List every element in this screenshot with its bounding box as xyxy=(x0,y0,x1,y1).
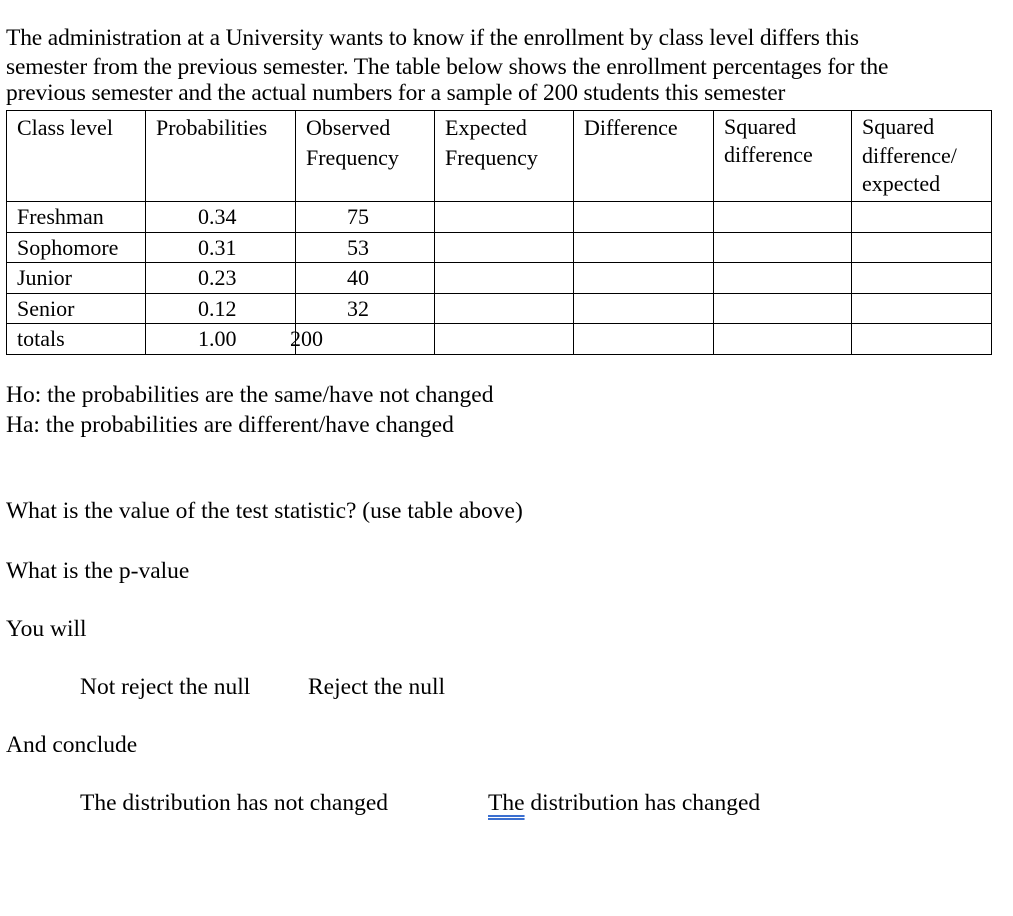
cell-squared-empty[interactable] xyxy=(714,202,852,233)
question-p-value: What is the p-value xyxy=(6,558,190,584)
intro-line-2: semester from the previous semester. The table below shows the enrollment percentages for the xyxy=(6,53,889,80)
cell-class: Sophomore xyxy=(7,232,146,263)
header-expected-frequency: Expected Frequency xyxy=(435,111,574,202)
cell-expected-empty[interactable] xyxy=(435,293,574,324)
cell-observed: 200 xyxy=(296,324,435,355)
cell-probability: 0.34 xyxy=(146,202,296,233)
cell-probability: 0.31 xyxy=(146,232,296,263)
cell-squared-expected-empty[interactable] xyxy=(852,232,992,263)
alternative-hypothesis: Ha: the probabilities are different/have changed xyxy=(6,412,454,438)
cell-expected-empty[interactable] xyxy=(435,202,574,233)
cell-class: Junior xyxy=(7,263,146,294)
cell-difference-empty[interactable] xyxy=(574,263,714,294)
header-difference: Difference xyxy=(574,111,714,202)
cell-class: totals xyxy=(7,324,146,355)
cell-observed: 53 xyxy=(296,232,435,263)
cell-squared-expected-empty[interactable] xyxy=(852,293,992,324)
question-test-statistic: What is the value of the test statistic? (use table above) xyxy=(6,498,523,524)
option-not-reject-null[interactable]: Not reject the null xyxy=(80,674,251,700)
intro-paragraph xyxy=(6,24,1006,105)
intro-line-1: The administration at a University wants to know if the enrollment by class level differs this xyxy=(6,25,859,51)
label-and-conclude: And conclude xyxy=(6,732,138,758)
table-row-totals xyxy=(7,324,992,355)
cell-expected-empty[interactable] xyxy=(435,324,574,355)
cell-observed: 75 xyxy=(296,202,435,233)
table-row xyxy=(7,263,992,294)
cell-squared-expected-empty[interactable] xyxy=(852,202,992,233)
cell-probability: 0.12 xyxy=(146,293,296,324)
cell-probability: 0.23 xyxy=(146,263,296,294)
hypotheses xyxy=(6,380,493,440)
null-hypothesis: Ho: the probabilities are the same/have not changed xyxy=(6,382,494,408)
cell-expected-empty[interactable] xyxy=(435,263,574,294)
header-squared-difference-expected: Squared difference/ expected xyxy=(852,111,992,202)
cell-difference-empty[interactable] xyxy=(574,232,714,263)
frequency-table xyxy=(6,110,992,355)
header-probabilities: Probabilities xyxy=(146,111,296,202)
option-distribution-changed[interactable] xyxy=(488,788,760,818)
header-squared-difference: Squared difference xyxy=(714,111,852,202)
cell-difference-empty[interactable] xyxy=(574,324,714,355)
proofing-underlined-word: The xyxy=(488,790,525,816)
table-header-row xyxy=(7,111,992,202)
cell-squared-empty[interactable] xyxy=(714,324,852,355)
cell-observed: 32 xyxy=(296,293,435,324)
cell-class: Freshman xyxy=(7,202,146,233)
cell-squared-expected-empty[interactable] xyxy=(852,263,992,294)
cell-probability: 1.00 xyxy=(146,324,296,355)
cell-class: Senior xyxy=(7,293,146,324)
cell-squared-expected-empty[interactable] xyxy=(852,324,992,355)
table-row xyxy=(7,293,992,324)
option-distribution-not-changed[interactable]: The distribution has not changed xyxy=(80,790,389,816)
cell-squared-empty[interactable] xyxy=(714,263,852,294)
cell-difference-empty[interactable] xyxy=(574,293,714,324)
intro-line-3: previous semester and the actual numbers for a sample of 200 students this semester xyxy=(6,80,786,106)
cell-difference-empty[interactable] xyxy=(574,202,714,233)
label-you-will: You will xyxy=(6,616,87,642)
cell-observed: 40 xyxy=(296,263,435,294)
header-observed-frequency: Observed Frequency xyxy=(296,111,435,202)
table-row xyxy=(7,232,992,263)
table-row xyxy=(7,202,992,233)
option-distribution-changed-rest: distribution has changed xyxy=(524,790,761,816)
cell-squared-empty[interactable] xyxy=(714,232,852,263)
option-reject-null[interactable]: Reject the null xyxy=(308,674,446,700)
cell-expected-empty[interactable] xyxy=(435,232,574,263)
header-class-level: Class level xyxy=(7,111,146,202)
cell-squared-empty[interactable] xyxy=(714,293,852,324)
